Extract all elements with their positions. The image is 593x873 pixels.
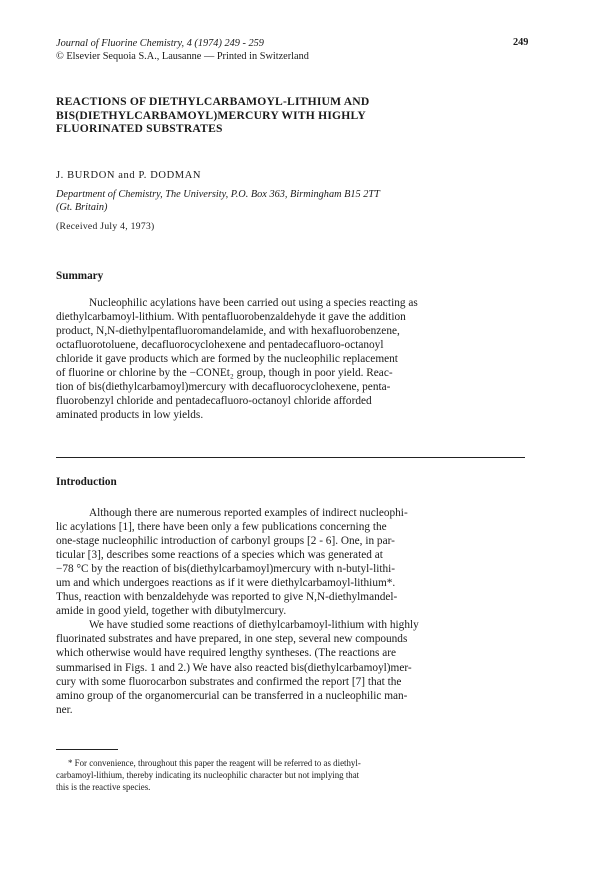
authors: J. BURDON and P. DODMAN bbox=[56, 170, 202, 181]
introduction-paragraph-2 bbox=[56, 618, 538, 716]
text-line: Nucleophilic acylations have been carried out using a species reacting as bbox=[89, 297, 418, 309]
summary-paragraph bbox=[56, 296, 538, 422]
text-line: summarised in Figs. 1 and 2.) We have also reacted bis(diethylcarbamoyl)mer- bbox=[56, 661, 412, 674]
text-line: which otherwise would have required lengthy syntheses. (The reactions are bbox=[56, 647, 397, 660]
footnote bbox=[56, 757, 536, 793]
text-line: amino group of the organomercurial can be transferred in a nucleophilic man- bbox=[56, 689, 408, 702]
text-line: product, N,N-diethylpentafluoromandelamide, and with hexafluorobenzene, bbox=[56, 325, 400, 338]
introduction-heading: Introduction bbox=[56, 476, 117, 488]
text-line: Although there are numerous reported examples of indirect nucleophi- bbox=[89, 507, 408, 519]
title-line: BIS(DIETHYLCARBAMOYL)MERCURY WITH HIGHLY bbox=[56, 108, 366, 122]
text-line: tion of bis(diethylcarbamoyl)mercury with decafluorocyclohexene, penta- bbox=[56, 381, 391, 394]
text-line: ticular [3], describes some reactions of a species which was generated at bbox=[56, 549, 383, 562]
introduction-paragraph-1 bbox=[56, 506, 538, 618]
text-line: lic acylations [1], there have been only a few publications concerning the bbox=[56, 521, 387, 534]
footnote-line: this is the reactive species. bbox=[56, 782, 151, 792]
title-line: REACTIONS OF DIETHYLCARBAMOYL-LITHIUM AND bbox=[56, 95, 370, 108]
affiliation-line: (Gt. Britain) bbox=[56, 202, 108, 213]
text-line: amide in good yield, together with dibutylmercury. bbox=[56, 605, 287, 618]
text-line: fluorobenzyl chloride and pentadecafluoro-octanoyl chloride afforded bbox=[56, 395, 372, 408]
text-line: We have studied some reactions of diethylcarbamoyl-lithium with highly bbox=[89, 619, 419, 632]
article-title bbox=[56, 95, 476, 136]
page-number: 249 bbox=[513, 37, 529, 48]
summary-heading: Summary bbox=[56, 270, 104, 282]
publisher-line: © Elsevier Sequoia S.A., Lausanne — Printed in Switzerland bbox=[56, 51, 309, 62]
section-divider bbox=[56, 457, 525, 458]
text-line: octafluorotoluene, decafluorocyclohexene and pentadecafluoro-octanoyl bbox=[56, 339, 384, 352]
text-line: of fluorine or chlorine by the −CONEt₂ group, though in poor yield. Reac- bbox=[56, 367, 393, 380]
affiliation-line: Department of Chemistry, The University, P.O. Box 363, Birmingham B15 2TT bbox=[56, 189, 380, 200]
affiliation bbox=[56, 188, 380, 214]
text-line: aminated products in low yields. bbox=[56, 409, 204, 422]
text-line: chloride it gave products which are formed by the nucleophilic replacement bbox=[56, 353, 398, 366]
journal-citation: Journal of Fluorine Chemistry, 4 (1974) 249 - 259 bbox=[56, 38, 264, 49]
text-line: fluorinated substrates and have prepared, in one step, several new compounds bbox=[56, 633, 408, 646]
footnote-divider bbox=[56, 749, 118, 750]
text-line: one-stage nucleophilic introduction of carbonyl groups [2 - 6]. One, in par- bbox=[56, 535, 395, 548]
title-line: FLUORINATED SUBSTRATES bbox=[56, 122, 223, 135]
text-line: −78 °C by the reaction of bis(diethylcarbamoyl)mercury with n-butyl-lithi- bbox=[56, 563, 396, 576]
footnote-line: * For convenience, throughout this paper the reagent will be referred to as diethyl- bbox=[68, 758, 361, 768]
text-line: cury with some fluorocarbon substrates and confirmed the report [7] that the bbox=[56, 675, 402, 688]
text-line: Thus, reaction with benzaldehyde was reported to give N,N-diethylmandel- bbox=[56, 591, 398, 604]
received-date: (Received July 4, 1973) bbox=[56, 221, 155, 232]
text-line: ner. bbox=[56, 703, 73, 716]
text-line: um and which undergoes reactions as if it were diethylcarbamoyl-lithium*. bbox=[56, 577, 396, 590]
page-header bbox=[56, 37, 309, 63]
footnote-line: carbamoyl-lithium, thereby indicating its nucleophilic character but not implying that bbox=[56, 770, 360, 780]
text-line: diethylcarbamoyl-lithium. With pentafluorobenzaldehyde it gave the addition bbox=[56, 311, 406, 324]
